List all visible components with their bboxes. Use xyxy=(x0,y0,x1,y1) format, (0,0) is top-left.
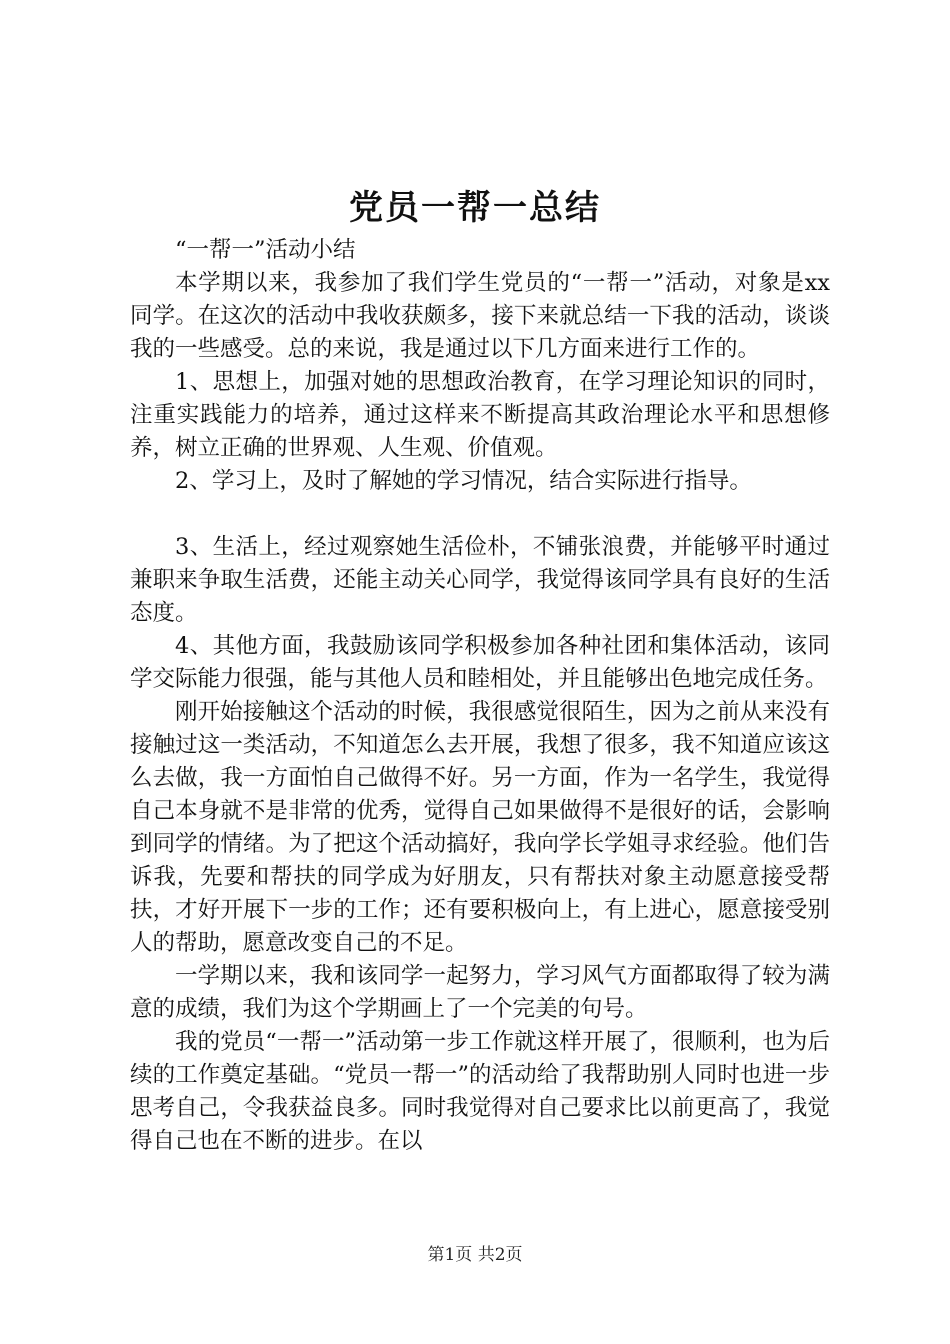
page-title: 党员一帮一总结 xyxy=(349,188,601,228)
page-footer: 第1页 共2页 xyxy=(427,1245,523,1265)
document-body xyxy=(130,234,830,1158)
paragraph-item-1: 1、思想上，加强对她的思想政治教育，在学习理论知识的同时，注重实践能力的培养，通过这样来不断提高其政治理论水平和思想修养，树立正确的世界观、人生观、价值观。 xyxy=(130,369,830,461)
paragraph-item-3: 3、生活上，经过观察她生活俭朴，不铺张浪费，并能够平时通过兼职来争取生活费，还能主动关心同学，我觉得该同学具有良好的生活态度。 xyxy=(130,534,830,626)
paragraph-experience: 刚开始接触这个活动的时候，我很感觉很陌生，因为之前从来没有接触过这一类活动，不知道怎么去开展，我想了很多，我不知道应该这么去做，我一方面怕自己做得不好。另一方面，作为一名学生，我觉得自己本身就不是非常的优秀，觉得自己如果做得不是很好的话，会影响到同学的情绪。为了把这个活动搞好，我向学长学姐寻求经验。他们告诉我，先要和帮扶的同学成为好朋友，只有帮扶对象主动愿意接受帮扶，才好开展下一步的工作；还有要积极向上，有上进心，愿意接受别人的帮助，愿意改变自己的不足。 xyxy=(130,699,830,956)
paragraph-subtitle: “一帮一”活动小结 xyxy=(175,237,356,263)
paragraph-item-4: 4、其他方面，我鼓励该同学积极参加各种社团和集体活动，该同学交际能力很强，能与其他人员和睦相处，并且能够出色地完成任务。 xyxy=(130,633,830,692)
paragraph-semester: 一学期以来，我和该同学一起努力，学习风气方面都取得了较为满意的成绩，我们为这个学期画上了一个完美的句号。 xyxy=(130,963,830,1022)
paragraph-conclusion: 我的党员“一帮一”活动第一步工作就这样开展了，很顺利，也为后续的工作奠定基础。“党员一帮一”的活动给了我帮助别人同时也进一步思考自己，令我获益良多。同时我觉得对自己要求比以前更高了，我觉得自己也在不断的进步。在以 xyxy=(130,1029,830,1154)
paragraph-item-2: 2、学习上，及时了解她的学习情况，结合实际进行指导。 xyxy=(175,468,752,494)
paragraph-intro: 本学期以来，我参加了我们学生党员的“一帮一”活动，对象是xx同学。在这次的活动中我收获颇多，接下来就总结一下我的活动，谈谈我的一些感受。总的来说，我是通过以下几方面来进行工作的。 xyxy=(130,270,830,362)
